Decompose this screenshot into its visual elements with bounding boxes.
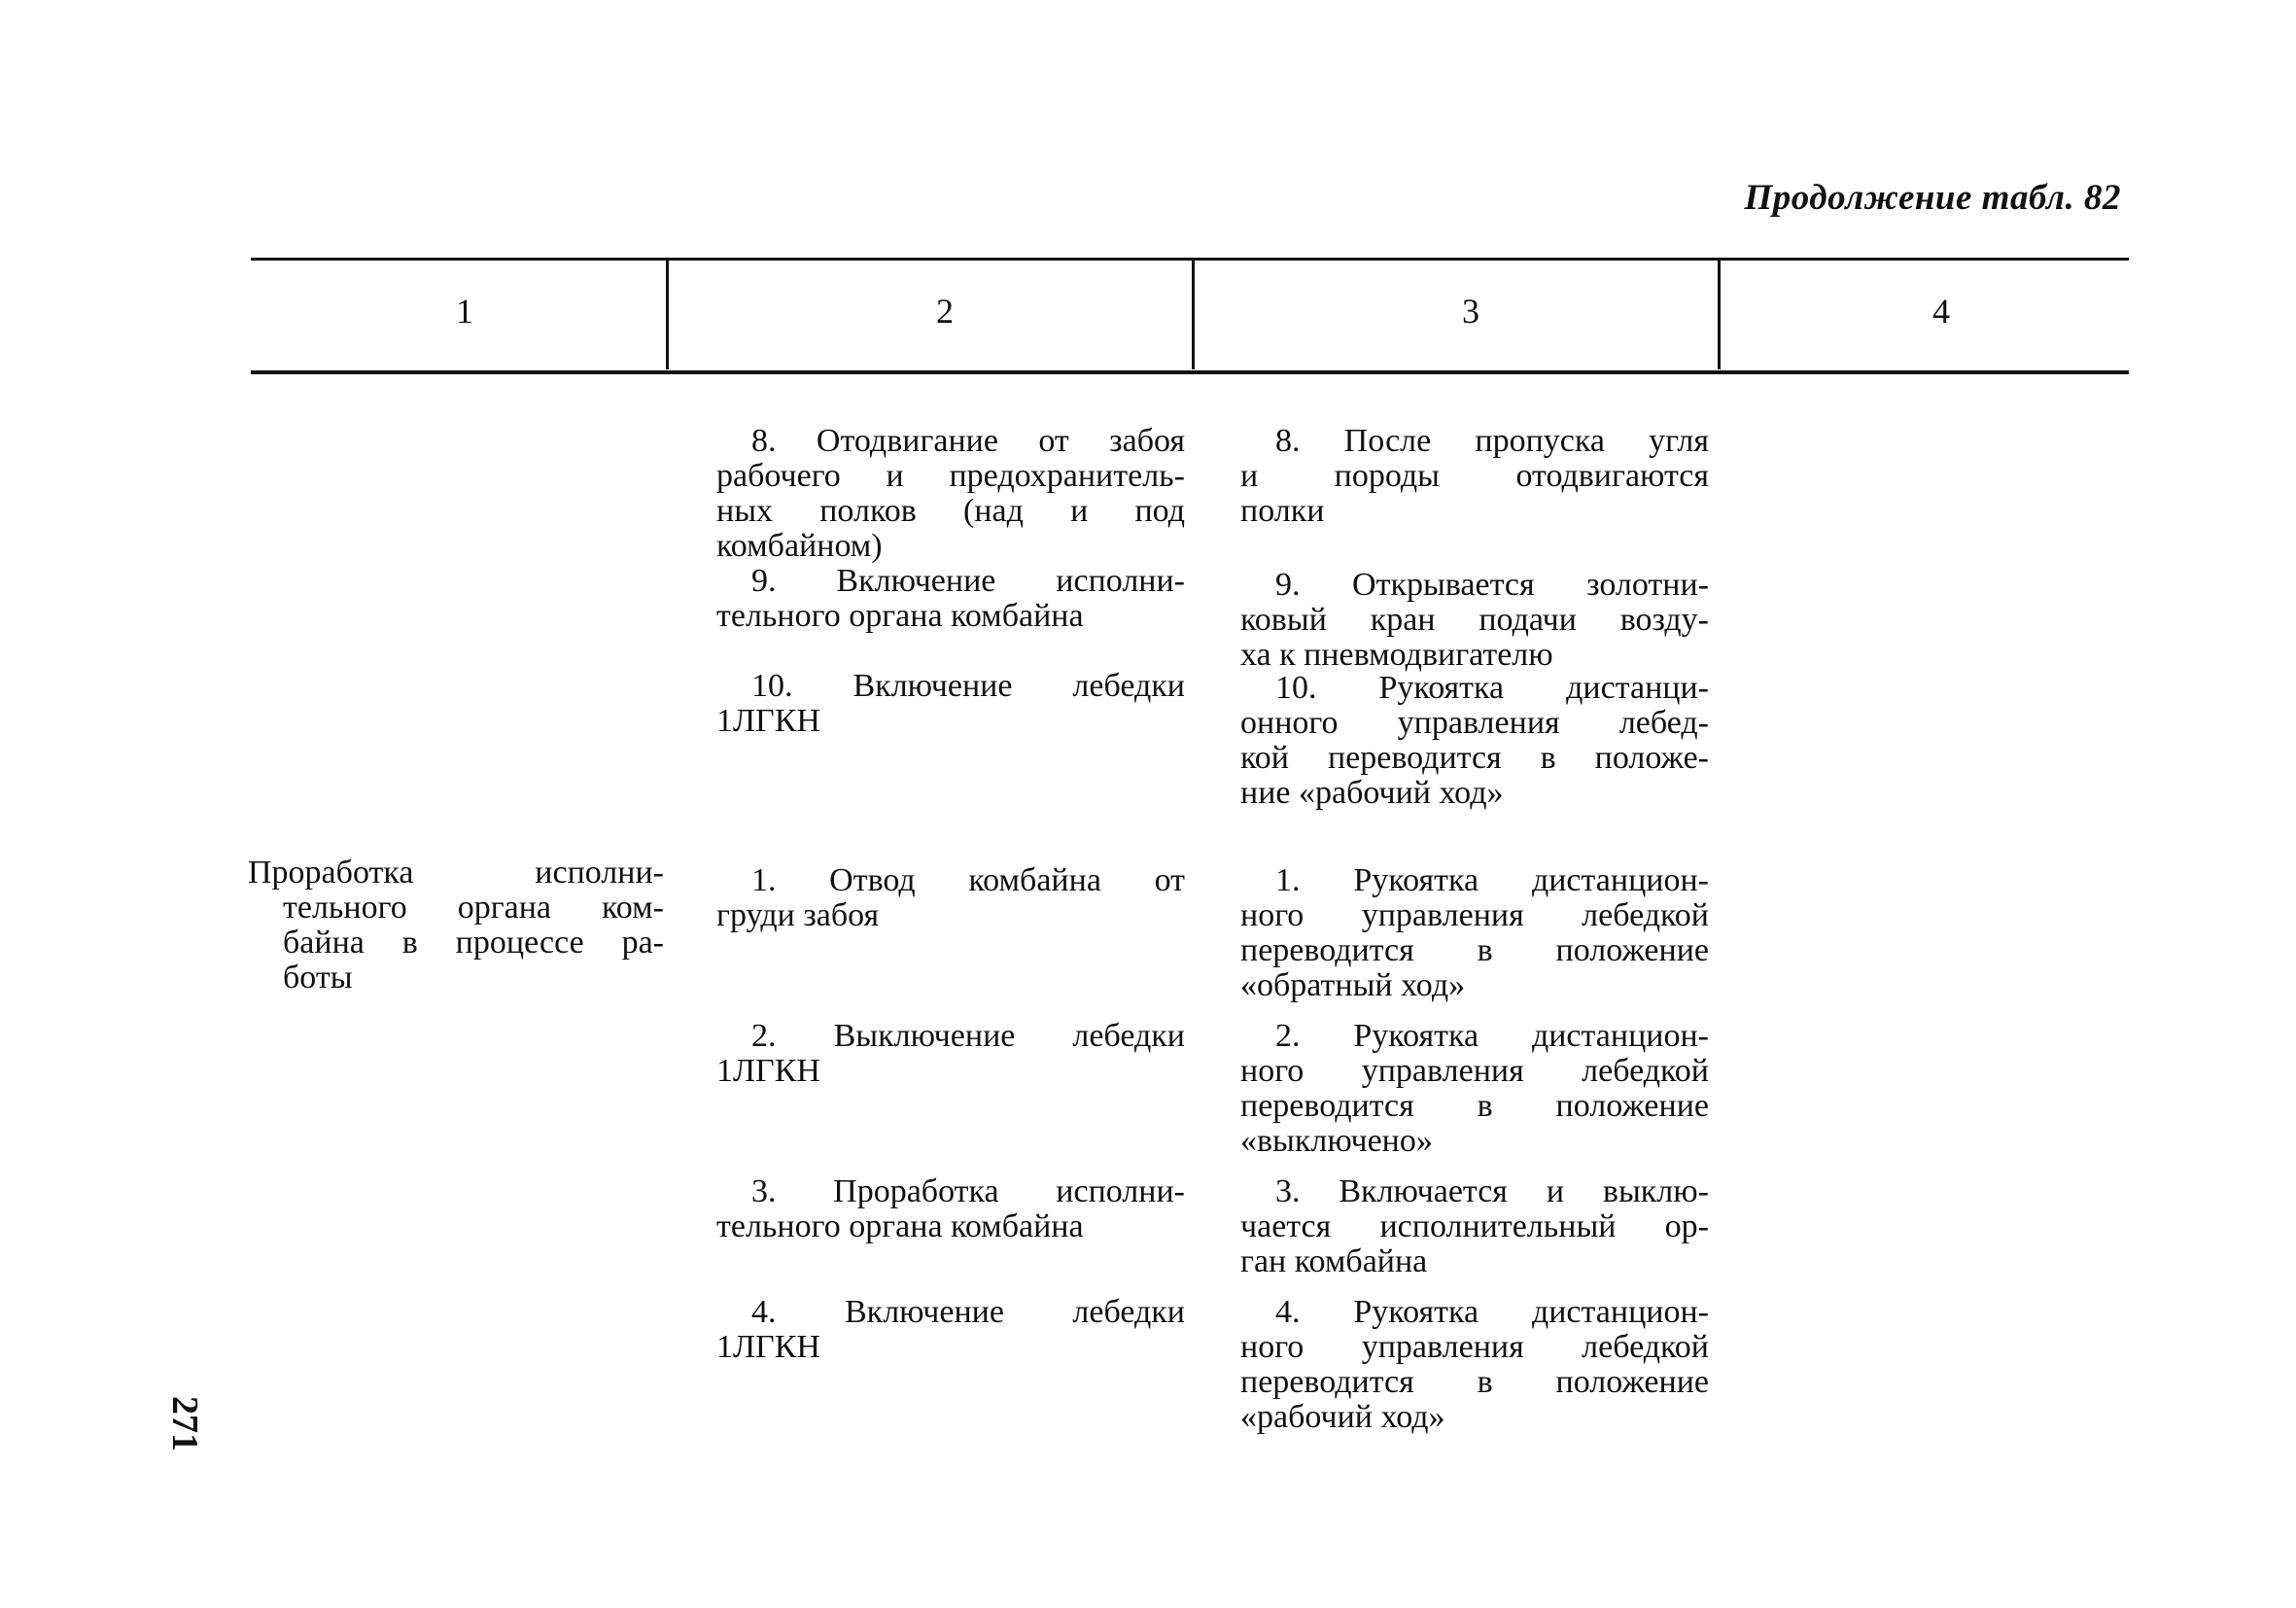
text-line: переводится в положение	[1240, 1364, 1709, 1400]
step-result	[1240, 671, 1709, 811]
step-action	[716, 863, 1185, 933]
text-line: комбайном)	[716, 528, 883, 564]
text-line: тельного органа ком-	[283, 890, 664, 926]
text-line: ного управления лебедкой	[1240, 897, 1709, 933]
text-line: переводится в положение	[1240, 932, 1709, 968]
text-line: 1. Отвод комбайна от	[751, 862, 1185, 898]
step-result	[1240, 424, 1709, 529]
step-action	[716, 1174, 1185, 1244]
text-line: переводится в положение	[1240, 1088, 1709, 1124]
column-divider-1	[666, 261, 669, 369]
text-line: 4. Рукоятка дистанцион-	[1275, 1294, 1709, 1330]
text-line: онного управления лебед-	[1240, 705, 1709, 741]
text-line: 2. Рукоятка дистанцион-	[1275, 1018, 1709, 1054]
text-line: ных полков (над и под	[716, 493, 1185, 529]
step-action	[716, 1295, 1185, 1365]
column-number-3: 3	[1462, 292, 1479, 331]
text-line: 10. Рукоятка дистанци-	[1275, 670, 1709, 706]
text-line: рабочего и предохранитель-	[716, 458, 1185, 494]
table-header-rule	[251, 370, 2129, 374]
column-divider-2	[1192, 261, 1195, 369]
table-top-rule	[251, 258, 2129, 261]
step-action	[716, 669, 1185, 739]
step-result	[1240, 1295, 1709, 1435]
text-line: 8. После пропуска угля	[1275, 423, 1709, 459]
text-line: 4. Включение лебедки	[751, 1294, 1185, 1330]
text-line: ган комбайна	[1240, 1243, 1428, 1279]
text-line: 9. Включение исполни-	[751, 563, 1185, 599]
text-line: боты	[283, 960, 353, 996]
text-line: кой переводится в положе-	[1240, 740, 1709, 776]
text-line: 9. Открывается золотни-	[1275, 567, 1709, 603]
column-number-2: 2	[936, 292, 954, 331]
page-number: 271	[164, 1396, 205, 1451]
text-line: ного управления лебедкой	[1240, 1053, 1709, 1089]
text-line: чается исполнительный ор-	[1240, 1208, 1709, 1244]
text-line: ха к пневмодвигателю	[1240, 637, 1553, 673]
text-line: 3. Проработка исполни-	[751, 1173, 1185, 1209]
column-number-1: 1	[456, 292, 473, 331]
text-line: 1ЛГКН	[716, 1053, 820, 1089]
text-line: 2. Выключение лебедки	[751, 1018, 1185, 1054]
column-number-4: 4	[1932, 292, 1950, 331]
step-result	[1240, 1019, 1709, 1159]
step-action	[716, 424, 1185, 564]
text-line: «обратный ход»	[1240, 967, 1466, 1003]
text-line: 1. Рукоятка дистанцион-	[1275, 862, 1709, 898]
text-line: ние «рабочий ход»	[1240, 775, 1504, 811]
text-line: 8. Отодвигание от забоя	[751, 423, 1185, 459]
text-line: полки	[1240, 493, 1325, 529]
operation-name	[248, 856, 664, 996]
text-line: ного управления лебедкой	[1240, 1329, 1709, 1365]
text-line: 10. Включение лебедки	[751, 668, 1185, 704]
text-line: тельного органа комбайна	[716, 1208, 1084, 1244]
text-line: ковый кран подачи возду-	[1240, 602, 1709, 638]
step-result	[1240, 1174, 1709, 1279]
text-line: груди забоя	[716, 897, 880, 933]
text-line: и породы отодвигаются	[1240, 458, 1709, 494]
text-line: 3. Включается и выклю-	[1275, 1173, 1709, 1209]
text-line: 1ЛГКН	[716, 1329, 820, 1365]
text-line: тельного органа комбайна	[716, 598, 1084, 634]
text-line: «рабочий ход»	[1240, 1399, 1445, 1435]
text-line: байна в процессе ра-	[283, 925, 664, 961]
step-action	[716, 1019, 1185, 1089]
step-result	[1240, 863, 1709, 1003]
text-line: 1ЛГКН	[716, 703, 820, 739]
text-line: Проработка исполни-	[248, 855, 664, 891]
text-line: «выключено»	[1240, 1123, 1433, 1159]
column-divider-3	[1718, 261, 1721, 369]
step-result	[1240, 568, 1709, 673]
step-action	[716, 564, 1185, 634]
table-caption: Продолжение табл. 82	[1744, 178, 2121, 218]
